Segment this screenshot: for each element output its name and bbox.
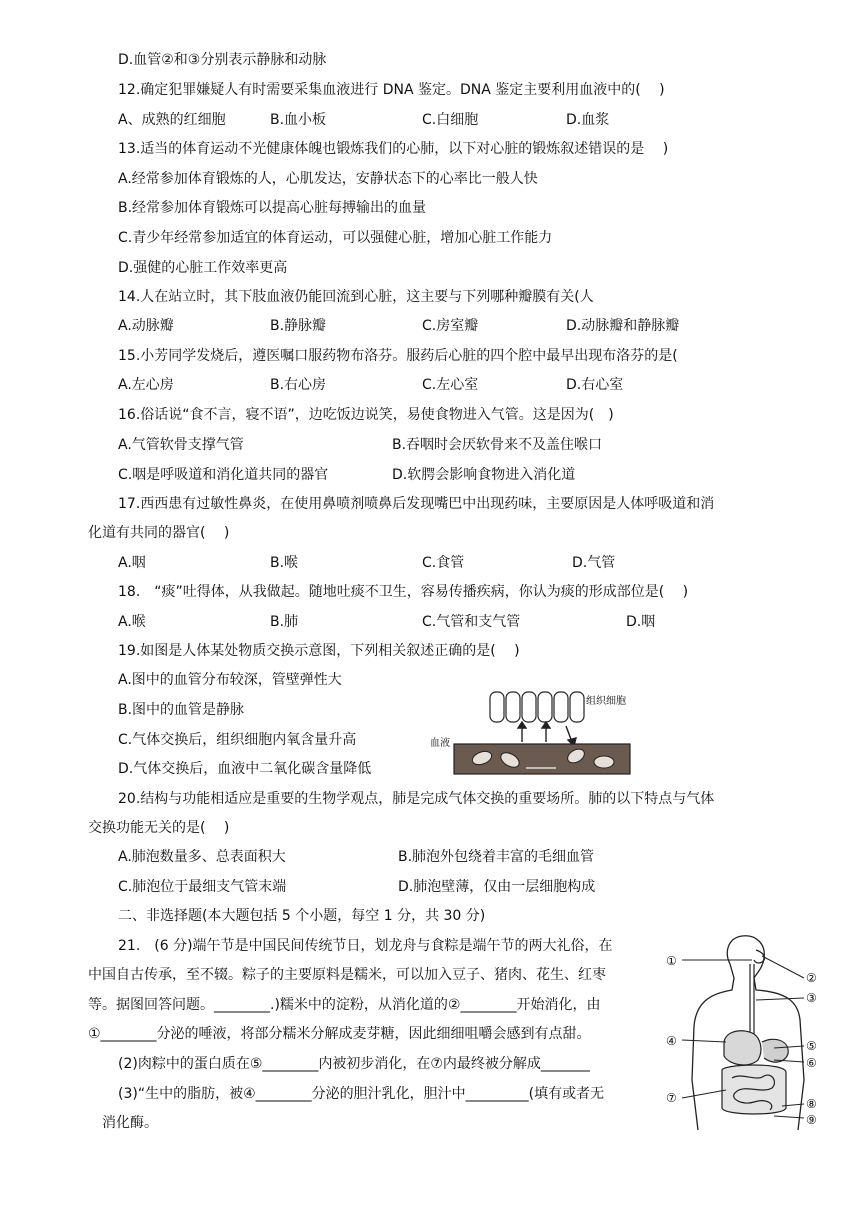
- q11-option-d: D.血管②和③分别表示静脉和动脉: [118, 52, 327, 68]
- q14-option-c: C.房室瓣: [422, 318, 479, 334]
- question-21-line2: 中国自古传承，至不辍。粽子的主要原料是糯米，可以加入豆子、猪肉、花生、红枣: [88, 967, 606, 983]
- q16-option-b: B.吞咽时会厌软骨来不及盖住喉口: [392, 437, 603, 453]
- q12-option-c: C.白细胞: [422, 112, 479, 128]
- q18-option-c: C.气管和支气管: [422, 614, 521, 630]
- tissue-cells: [490, 692, 584, 722]
- marker-1: ①: [666, 954, 677, 968]
- question-21: 21. (6 分)端午节是中国民间传统节日，划龙舟与食粽是端午节的两大礼俗，在: [118, 938, 613, 954]
- q20-option-a: A.肺泡数量多、总表面积大: [118, 849, 286, 865]
- q20-option-c: C.肺泡位于最细支气管末端: [118, 879, 287, 895]
- q16-option-d: D.软腭会影响食物进入消化道: [392, 467, 576, 483]
- question-17-cont: 化道有共同的器官( ): [88, 525, 230, 541]
- q12-option-b: B.血小板: [270, 112, 327, 128]
- marker-5: ⑤: [806, 1039, 817, 1053]
- q13-option-b: B.经常参加体育锻炼可以提高心脏每搏输出的血量: [118, 200, 427, 216]
- q13-option-a: A.经常参加体育锻炼的人，心肌发达，安静状态下的心率比一般人快: [118, 171, 538, 187]
- q17-option-c: C.食管: [422, 555, 465, 571]
- q17-option-d: D.气管: [572, 555, 616, 571]
- question-21-line3: 等。据图回答问题。________.)糯米中的淀粉，从消化道的②________开始消化，由: [88, 997, 601, 1013]
- marker-2: ②: [806, 971, 817, 985]
- question-17: 17.西西患有过敏性鼻炎，在使用鼻喷剂喷鼻后发现嘴巴中出现药味，主要原因是人体呼吸道和消: [118, 496, 715, 512]
- question-20-cont: 交换功能无关的是( ): [88, 820, 230, 836]
- q15-option-c: C.左心室: [422, 377, 479, 393]
- q18-option-a: A.喉: [118, 614, 146, 630]
- q19-option-c: C.气体交换后，组织细胞内氧含量升高: [118, 732, 357, 748]
- marker-9: ⑨: [806, 1113, 817, 1127]
- question-21-part3-cont: 消化酶。: [102, 1115, 158, 1131]
- q19-option-a: A.图中的血管分布较深，管壁弹性大: [118, 672, 342, 688]
- blood-vessel: [454, 744, 630, 774]
- q18-option-d: D.咽: [626, 614, 656, 630]
- q13-option-c: C.青少年经常参加适宜的体育运动，可以强健心脏，增加心脏工作能力: [118, 230, 553, 246]
- capillary-exchange-figure: [426, 690, 636, 790]
- q16-option-a: A.气管软骨支撑气管: [118, 437, 244, 453]
- tissue-cell-label: 组织细胞: [586, 696, 626, 707]
- question-18: 18. “痰”吐得体，从我做起。随地吐痰不卫生，容易传播疾病，你认为痰的形成部位是( ): [118, 584, 689, 600]
- q20-option-d: D.肺泡壁薄，仅由一层细胞构成: [398, 879, 596, 895]
- q14-option-a: A.动脉瓣: [118, 318, 174, 334]
- q15-option-d: D.右心室: [566, 377, 624, 393]
- marker-7: ⑦: [666, 1091, 677, 1105]
- blood-label: 血液: [430, 738, 450, 749]
- q14-option-d: D.动脉瓣和静脉瓣: [566, 318, 680, 334]
- q19-option-d: D.气体交换后，血液中二氧化碳含量降低: [118, 761, 372, 777]
- q16-option-c: C.咽是呼吸道和消化道共同的器官: [118, 467, 329, 483]
- question-21-line4: ①________分泌的唾液，将部分糯米分解成麦芽糖，因此细细咀嚼会感到有点甜。: [88, 1026, 591, 1042]
- question-14: 14.人在站立时，其下肢血液仍能回流到心脏，这主要与下列哪种瓣膜有关(人: [118, 289, 594, 305]
- question-21-part3: (3)“生中的脂肪，被④________分泌的胆汁乳化，胆汁中_________(填有或者无: [118, 1086, 605, 1102]
- marker-8: ⑧: [806, 1097, 817, 1111]
- question-16: 16.俗话说“食不言，寝不语”，边吃饭边说笑，易使食物进入气管。这是因为( ): [118, 407, 614, 423]
- question-20: 20.结构与功能相适应是重要的生物学观点，肺是完成气体交换的重要场所。肺的以下特点与气体: [118, 791, 715, 807]
- q13-option-d: D.强健的心脏工作效率更高: [118, 260, 288, 276]
- exchange-arrows: [518, 722, 576, 746]
- marker-3: ③: [806, 991, 817, 1005]
- q15-option-a: A.左心房: [118, 377, 174, 393]
- q17-option-b: B.喉: [270, 555, 299, 571]
- question-21-part2: (2)肉粽中的蛋白质在⑤________内被初步消化，在⑦内最终被分解成_______: [118, 1056, 590, 1072]
- q18-option-b: B.肺: [270, 614, 299, 630]
- digestive-system-figure: [664, 930, 824, 1130]
- section-2-heading: 二、非选择题(本大题包括 5 个小题，每空 1 分，共 30 分): [118, 908, 486, 924]
- question-13: 13.适当的体育运动不光健康体魄也锻炼我们的心肺，以下对心脏的锻炼叙述错误的是 ): [118, 141, 669, 157]
- question-15: 15.小芳同学发烧后，遵医嘱口服药物布洛芬。服药后心脏的四个腔中最早出现布洛芬的是(: [118, 348, 678, 364]
- q12-option-a: A、成熟的红细胞: [118, 112, 226, 128]
- question-12: 12.确定犯罪嫌疑人有时需要采集血液进行 DNA 鉴定。DNA 鉴定主要利用血液中的( ): [118, 82, 665, 98]
- marker-4: ④: [666, 1034, 677, 1048]
- q19-option-b: B.图中的血管是静脉: [118, 702, 245, 718]
- marker-6: ⑥: [806, 1056, 817, 1070]
- q15-option-b: B.右心房: [270, 377, 327, 393]
- question-19: 19.如图是人体某处物质交换示意图，下列相关叙述正确的是( ): [118, 643, 520, 659]
- q20-option-b: B.肺泡外包绕着丰富的毛细血管: [398, 849, 595, 865]
- q12-option-d: D.血浆: [566, 112, 610, 128]
- q17-option-a: A.咽: [118, 555, 146, 571]
- q14-option-b: B.静脉瓣: [270, 318, 327, 334]
